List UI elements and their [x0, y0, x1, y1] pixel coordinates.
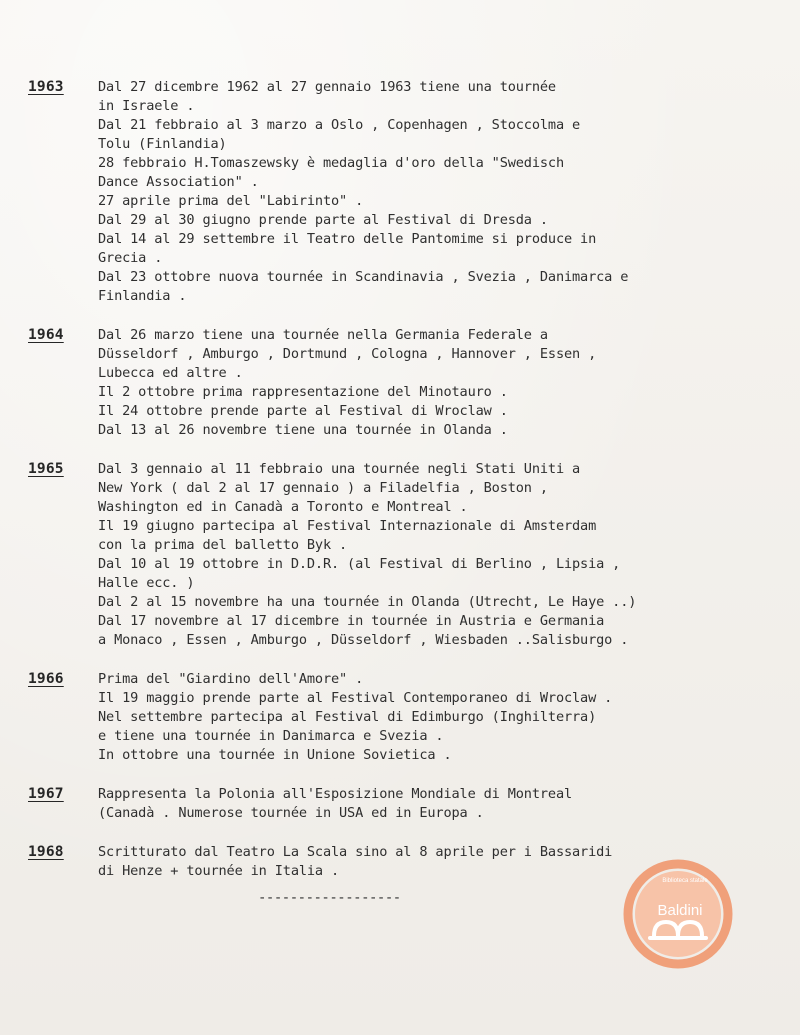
year-entry — [28, 670, 778, 765]
year-label: 1963 — [28, 79, 64, 95]
text-line: Finlandia . — [98, 288, 187, 304]
text-line: 28 febbraio H.Tomaszewsky è medaglia d'oro della "Swedisch — [98, 155, 564, 171]
text-line: a Monaco , Essen , Amburgo , Düsseldorf , Wiesbaden ..Salisburgo . — [98, 632, 629, 648]
text-line: Dal 13 al 26 novembre tiene una tournée in Olanda . — [98, 422, 508, 438]
year-label: 1964 — [28, 327, 64, 343]
text-line: Dal 23 ottobre nuova tournée in Scandinavia , Svezia , Danimarca e — [98, 269, 629, 285]
timeline — [28, 78, 778, 901]
year-entry — [28, 78, 778, 306]
text-line: Rappresenta la Polonia all'Esposizione Mondiale di Montreal — [98, 786, 573, 802]
library-stamp — [622, 858, 734, 970]
text-line: Il 19 giugno partecipa al Festival Internazionale di Amsterdam — [98, 518, 597, 534]
text-line: Düsseldorf , Amburgo , Dortmund , Cologna , Hannover , Essen , — [98, 346, 597, 362]
text-line: Dal 26 marzo tiene una tournée nella Germania Federale a — [98, 327, 548, 343]
text-line: Dal 2 al 15 novembre ha una tournée in Olanda (Utrecht, Le Haye ..) — [98, 594, 637, 610]
text-line: Halle ecc. ) — [98, 575, 195, 591]
entry-text — [98, 670, 778, 765]
text-line: e tiene una tournée in Danimarca e Svezia . — [98, 728, 444, 744]
entry-text — [98, 78, 778, 306]
closing-rule: ------------------ — [258, 890, 401, 906]
year-label: 1965 — [28, 461, 64, 477]
year-entry — [28, 460, 778, 650]
text-line: Dal 3 gennaio al 11 febbraio una tournée negli Stati Uniti a — [98, 461, 581, 477]
year-entry — [28, 326, 778, 440]
text-line: Dal 27 dicembre 1962 al 27 gennaio 1963 tiene una tournée — [98, 79, 556, 95]
text-line: Nel settembre partecipa al Festival di Edimburgo (Inghilterra) — [98, 709, 597, 725]
text-line: Il 19 maggio prende parte al Festival Contemporaneo di Wroclaw . — [98, 690, 613, 706]
year-label: 1967 — [28, 786, 64, 802]
year-label: 1968 — [28, 844, 64, 860]
year-entry — [28, 785, 778, 823]
text-line: di Henze + tournée in Italia . — [98, 863, 340, 879]
text-line: 27 aprile prima del "Labirinto" . — [98, 193, 364, 209]
text-line: Washington ed in Canadà a Toronto e Montreal . — [98, 499, 468, 515]
text-line: Dal 21 febbraio al 3 marzo a Oslo , Copenhagen , Stoccolma e — [98, 117, 581, 133]
text-line: Lubecca ed altre . — [98, 365, 243, 381]
text-line: Prima del "Giardino dell'Amore" . — [98, 671, 364, 687]
year-label: 1966 — [28, 671, 64, 687]
text-line: in Israele . — [98, 98, 195, 114]
text-line: In ottobre una tournée in Unione Sovietica . — [98, 747, 452, 763]
text-line: Il 2 ottobre prima rappresentazione del Minotauro . — [98, 384, 508, 400]
entry-text — [98, 326, 778, 440]
text-line: New York ( dal 2 al 17 gennaio ) a Filadelfia , Boston , — [98, 480, 548, 496]
text-line: Scritturato dal Teatro La Scala sino al 8 aprile per i Bassaridi — [98, 844, 613, 860]
text-line: (Canadà . Numerose tournée in USA ed in Europa . — [98, 805, 484, 821]
text-line: Grecia . — [98, 250, 163, 266]
stamp-name: Baldini — [657, 902, 703, 919]
text-line: Dal 17 novembre al 17 dicembre in tournée in Austria e Germania — [98, 613, 605, 629]
entry-text — [98, 785, 778, 823]
text-line: Tolu (Finlandia) — [98, 136, 227, 152]
text-line: Dal 10 al 19 ottobre in D.D.R. (al Festival di Berlino , Lipsia , — [98, 556, 621, 572]
text-line: Dal 14 al 29 settembre il Teatro delle Pantomime si produce in — [98, 231, 597, 247]
stamp-top-text: Biblioteca statale — [662, 878, 708, 884]
text-line: con la prima del balletto Byk . — [98, 537, 348, 553]
text-line: Il 24 ottobre prende parte al Festival di Wroclaw . — [98, 403, 508, 419]
entry-text — [98, 460, 778, 650]
text-line: Dance Association" . — [98, 174, 259, 190]
text-line: Dal 29 al 30 giugno prende parte al Festival di Dresda . — [98, 212, 548, 228]
